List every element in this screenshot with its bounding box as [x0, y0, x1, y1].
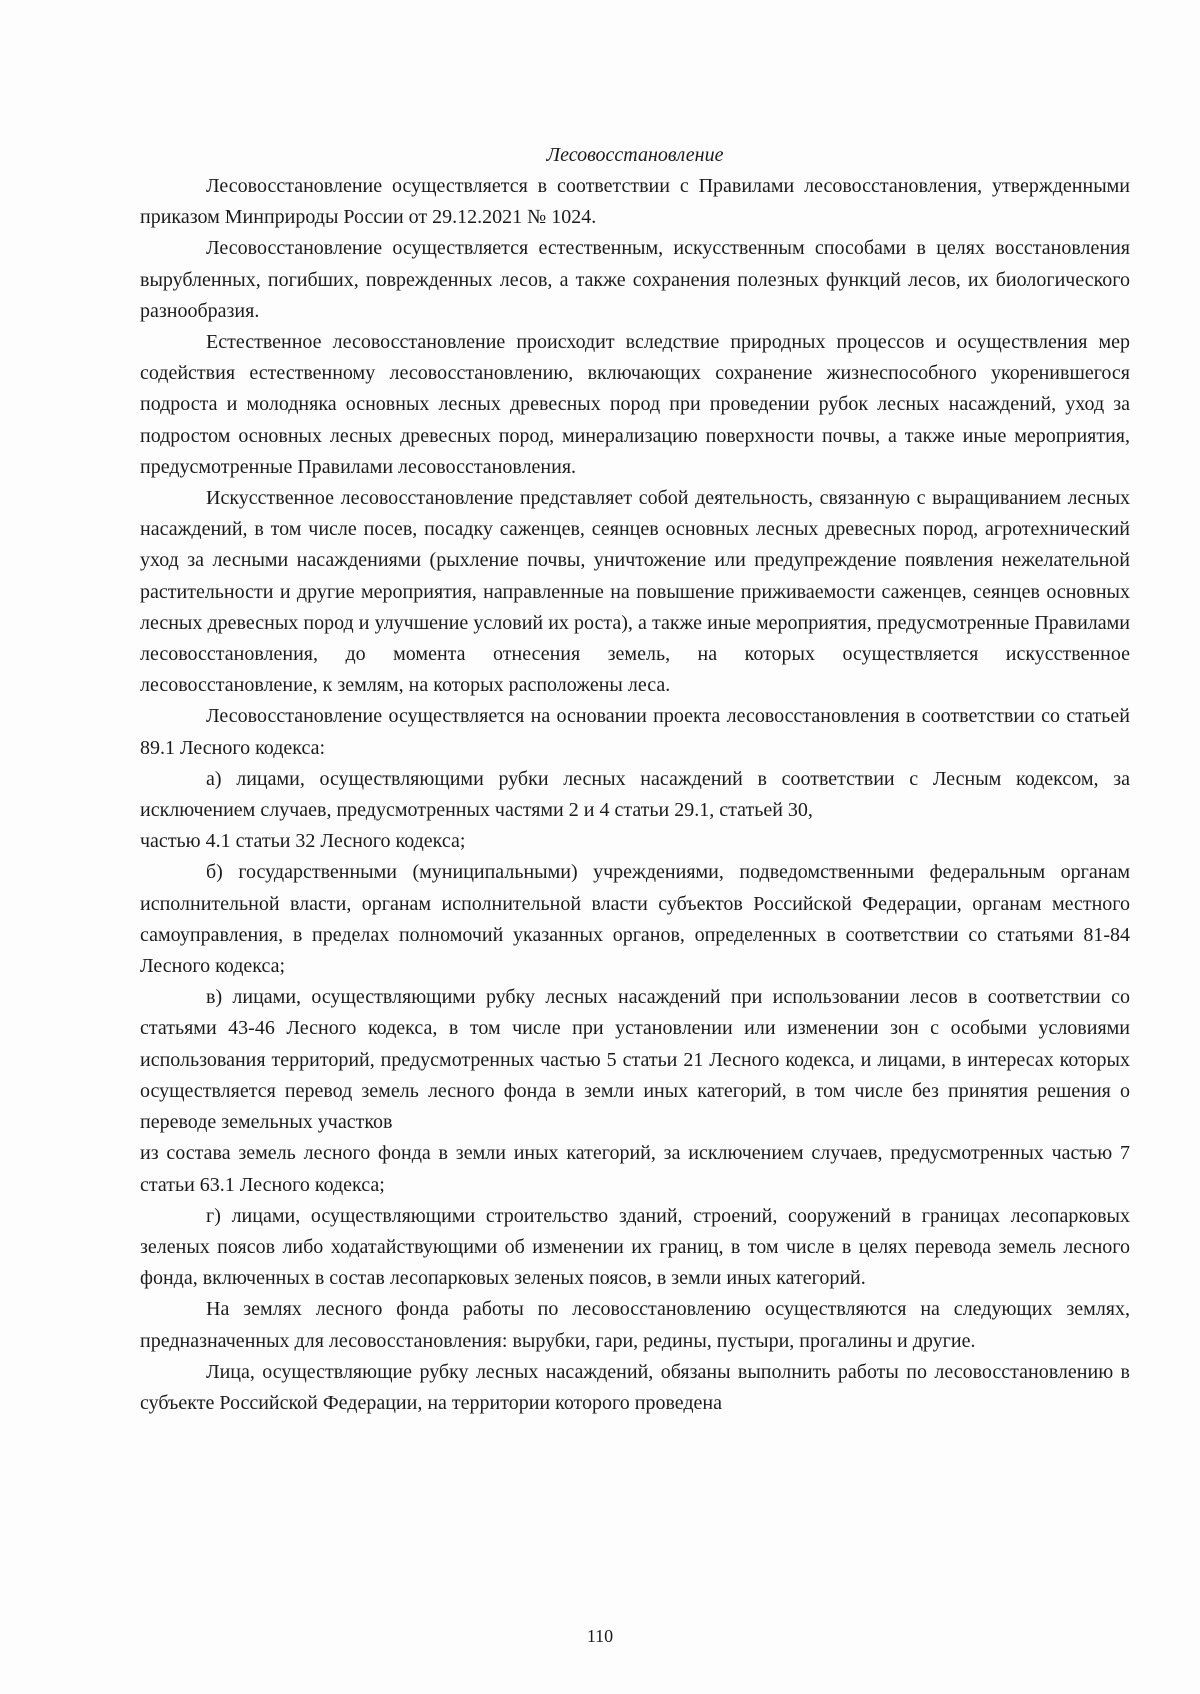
page-content — [140, 140, 1130, 1419]
list-item-v-text: в) лицами, осуществляющими рубку лесных насаждений при использовании лесов в соответствии со статьями 43-46 Лесного кодекса, в том числе при установлении или изменении зон с особыми условиями использования территорий, предусмотренных частью 5 статьи 21 Лесного кодекса, и лицами, в интересах которых осуществляется перевод земель лесного фонда в земли иных категорий, в том числе без принятия решения о переводе земельных участков — [140, 986, 1130, 1134]
section-title: Лесовосстановление — [546, 144, 724, 166]
paragraph-land-types: На землях лесного фонда работы по лесовосстановлению осуществляются на следующих землях, предназначенных для лесовосстановления: вырубки, гари, редины, пустыри, прогалины и другие. — [140, 1298, 1130, 1352]
list-item-v — [140, 982, 1130, 1200]
list-item-v-continuation: из состава земель лесного фонда в земли иных категорий, за исключением случаев, предусмотренных частью 7 статьи 63.1 Лесного кодекса; — [140, 1142, 1130, 1196]
paragraph-artificial-restoration: Искусственное лесовосстановление представляет собой деятельность, связанную с выращиванием лесных насаждений, в том числе посев, посадку саженцев, сеянцев основных лесных древесных пород, агротехнический уход за лесными насаждениями (рыхление почвы, уничтожение или предупреждение появления нежелательной растительности и другие мероприятия, направленные на повышение приживаемости саженцев, сеянцев основных лесных древесных пород и улучшение условий их роста), а также иные мероприятия, предусмотренные Правилами лесовосстановления, до момента отнесения земель, на которых осуществляется искусственное лесовосстановление, к землям, на которых расположены леса. — [140, 487, 1130, 697]
list-item-b: б) государственными (муниципальными) учреждениями, подведомственными федеральным органам исполнительной власти, органам исполнительной власти субъектов Российской Федерации, органам местного самоуправления, в пределах полномочий указанных органов, определенных в соответствии со статьями 81-84 Лесного кодекса; — [140, 861, 1130, 978]
list-item-a-text: а) лицами, осуществляющими рубки лесных насаждений в соответствии с Лесным кодексом, за исключением случаев, предусмотренных частями 2 и 4 статьи 29.1, статьей 30, — [140, 767, 1130, 822]
list-item-a — [140, 764, 1130, 858]
list-item-g: г) лицами, осуществляющими строительство зданий, строений, сооружений в границах лесопарковых зеленых поясов либо ходатайствующими об изменении их границ, в том числе в целях перевода земель лесного фонда, включенных в состав лесопарковых зеленых поясов, в земли иных категорий. — [140, 1204, 1130, 1290]
paragraph-rules-reference: Лесовосстановление осуществляется в соответствии с Правилами лесовосстановления, утвержденными приказом Минприроды России от 29.12.2021 № 1024. — [140, 175, 1130, 229]
list-item-a-continuation: частью 4.1 статьи 32 Лесного кодекса; — [140, 830, 466, 853]
paragraph-project-basis: Лесовосстановление осуществляется на основании проекта лесовосстановления в соответствии со статьей 89.1 Лесного кодекса: — [140, 705, 1130, 759]
paragraph-obligations: Лица, осуществляющие рубку лесных насаждений, обязаны выполнить работы по лесовосстановлению в субъекте Российской Федерации, на территории которого проведена — [140, 1360, 1130, 1414]
paragraph-natural-restoration: Естественное лесовосстановление происходит вследствие природных процессов и осуществления мер содействия естественному лесовосстановлению, включающих сохранение жизнеспособного укоренившегося подроста и молодняка основных лесных древесных пород при проведении рубок лесных насаждений, уход за подростом основных лесных древесных пород, минерализацию поверхности почвы, а также иные мероприятия, предусмотренные Правилами лесовосстановления. — [140, 331, 1130, 478]
paragraph-methods: Лесовосстановление осуществляется естественным, искусственным способами в целях восстановления вырубленных, погибших, поврежденных лесов, а также сохранения полезных функций лесов, их биологического разнообразия. — [140, 237, 1130, 322]
page-number: 110 — [586, 1626, 614, 1646]
